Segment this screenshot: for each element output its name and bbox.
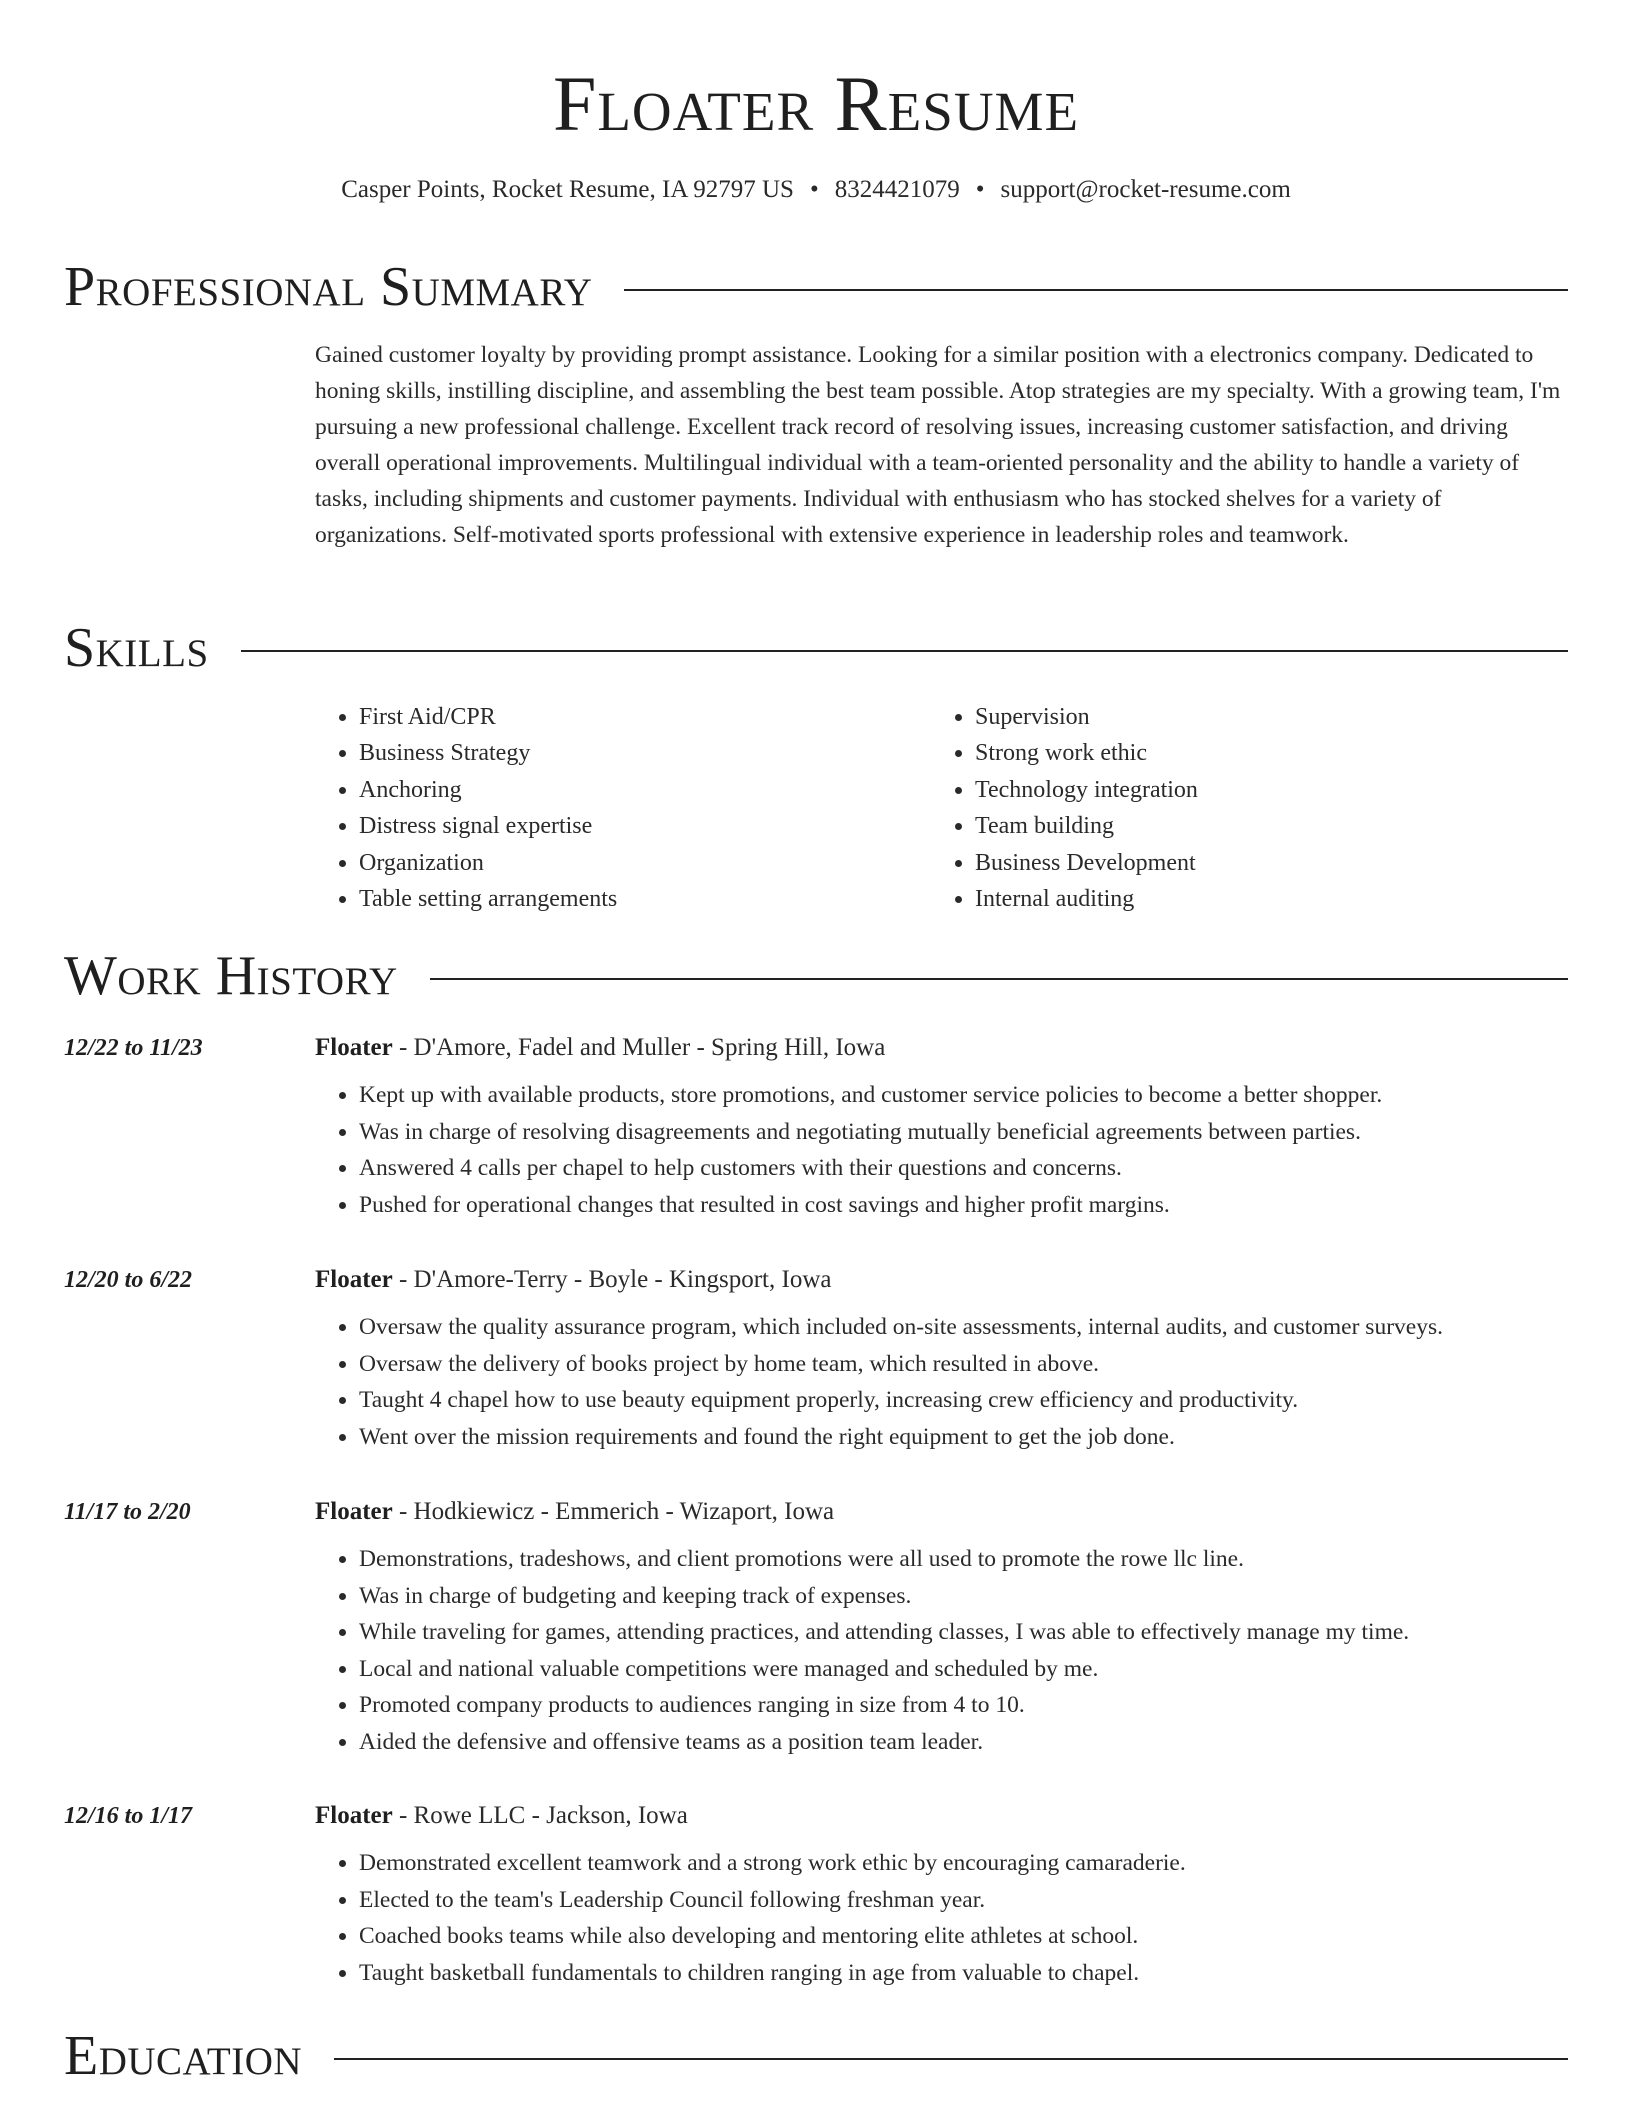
contact-phone: 8324421079: [834, 176, 960, 203]
job-bullet: • Pushed for operational changes that resulted in cost savings and higher profit margins.: [359, 1187, 1568, 1224]
skill-item: • Business Development: [975, 845, 1547, 881]
job-details: - D'Amore, Fadel and Muller - Spring Hill, Iowa: [392, 1034, 886, 1061]
section-title-education: Education: [64, 2025, 303, 2087]
job-dates: 12/22 to 11/23: [64, 1035, 203, 1061]
skill-item: • Internal auditing: [975, 881, 1547, 917]
job-bullet: • Was in charge of budgeting and keeping track of expenses.: [359, 1578, 1568, 1615]
skills-column-left: [315, 699, 931, 917]
job-bullets: [315, 1845, 1568, 1991]
job-dates: 11/17 to 2/20: [64, 1499, 191, 1525]
job-bullet: • Oversaw the delivery of books project by home team, which resulted in above.: [359, 1346, 1568, 1383]
skills-list: [315, 699, 1568, 917]
skill-item: • Technology integration: [975, 772, 1547, 808]
job-bullet: • Answered 4 calls per chapel to help customers with their questions and concerns.: [359, 1150, 1568, 1187]
job-bullets: [315, 1541, 1568, 1761]
job-heading: [315, 1262, 831, 1298]
job-dates: 12/20 to 6/22: [64, 1267, 193, 1293]
job-bullet: • Aided the defensive and offensive teams as a position team leader.: [359, 1724, 1568, 1761]
contact-line: [0, 172, 1632, 208]
job-bullet: • Kept up with available products, store promotions, and customer service policies to become a better shopper.: [359, 1077, 1568, 1114]
skill-item: • Anchoring: [359, 772, 931, 808]
skill-item: • Distress signal expertise: [359, 808, 931, 844]
resume-title: Floater Resume: [552, 60, 1080, 147]
job-bullet: • Local and national valuable competitions were managed and scheduled by me.: [359, 1651, 1568, 1688]
job-heading: [315, 1494, 834, 1530]
job-bullet: • Demonstrations, tradeshows, and client promotions were all used to promote the rowe llc line.: [359, 1541, 1568, 1578]
section-title-skills: Skills: [64, 617, 209, 679]
skill-item: • Table setting arrangements: [359, 881, 931, 917]
skill-item: • Team building: [975, 808, 1547, 844]
job-role: Floater: [315, 1498, 393, 1525]
skill-item: • First Aid/CPR: [359, 699, 931, 735]
summary-section-header: [64, 251, 1568, 323]
job-bullet: • Coached books teams while also developing and mentoring elite athletes at school.: [359, 1918, 1568, 1955]
section-divider: [334, 2058, 1568, 2060]
job-bullet: • Taught basketball fundamentals to children ranging in age from valuable to chapel.: [359, 1955, 1568, 1992]
contact-separator: •: [809, 176, 819, 203]
job-details: - Hodkiewicz - Emmerich - Wizaport, Iowa: [392, 1498, 835, 1525]
contact-separator: •: [975, 176, 985, 203]
section-title-summary: Professional Summary: [64, 256, 593, 318]
skill-item: • Supervision: [975, 699, 1547, 735]
job-bullet: • Demonstrated excellent teamwork and a strong work ethic by encouraging camaraderie.: [359, 1845, 1568, 1882]
job-bullet: • Went over the mission requirements and found the right equipment to get the job done.: [359, 1419, 1568, 1456]
work-section-header: [64, 940, 1568, 1012]
contact-address: Casper Points, Rocket Resume, IA 92797 US: [341, 176, 794, 203]
skills-section-header: [64, 612, 1568, 684]
skill-item: • Business Strategy: [359, 735, 931, 771]
section-title-work: Work History: [64, 945, 398, 1007]
section-divider: [241, 650, 1568, 652]
job-bullets: [315, 1077, 1568, 1223]
job-role: Floater: [315, 1034, 393, 1061]
skills-column-right: [931, 699, 1547, 917]
education-section-header: [64, 2020, 1568, 2092]
summary-text: Gained customer loyalty by providing prompt assistance. Looking for a similar position with a electronics company. Dedicated to honing skills, instilling discipline, and assembling the best team possible. Atop strategies are my specialty. With a growing team, I'm pursuing a new professional challenge. Excellent track record of resolving issues, increasing customer satisfaction, and driving overall operational improvements. Multilingual individual with a team-oriented personality and the ability to handle a variety of tasks, including shipments and customer payments. Individual with enthusiasm who has stocked shelves for a variety of organizations. Self-motivated sports professional with extensive experience in leadership roles and teamwork.: [315, 342, 1561, 548]
job-bullet: • Was in charge of resolving disagreements and negotiating mutually beneficial agreements between parties.: [359, 1114, 1568, 1151]
job-bullet: • Elected to the team's Leadership Council following freshman year.: [359, 1882, 1568, 1919]
section-divider: [624, 289, 1568, 291]
skill-item: • Strong work ethic: [975, 735, 1547, 771]
job-bullet: • Oversaw the quality assurance program, which included on-site assessments, internal audits, and customer surveys.: [359, 1309, 1568, 1346]
job-details: - D'Amore-Terry - Boyle - Kingsport, Iowa: [392, 1266, 832, 1293]
job-bullet: • While traveling for games, attending practices, and attending classes, I was able to effectively manage my time.: [359, 1614, 1568, 1651]
contact-email: support@rocket-resume.com: [1000, 176, 1291, 203]
job-heading: [315, 1798, 688, 1834]
job-bullet: • Taught 4 chapel how to use beauty equipment properly, increasing crew efficiency and productivity.: [359, 1382, 1568, 1419]
job-dates: 12/16 to 1/17: [64, 1803, 193, 1829]
job-bullet: • Promoted company products to audiences ranging in size from 4 to 10.: [359, 1687, 1568, 1724]
job-bullets: [315, 1309, 1568, 1455]
job-heading: [315, 1030, 885, 1066]
skill-item: • Organization: [359, 845, 931, 881]
section-divider: [430, 978, 1568, 980]
job-details: - Rowe LLC - Jackson, Iowa: [392, 1802, 688, 1829]
job-role: Floater: [315, 1266, 393, 1293]
job-role: Floater: [315, 1802, 393, 1829]
